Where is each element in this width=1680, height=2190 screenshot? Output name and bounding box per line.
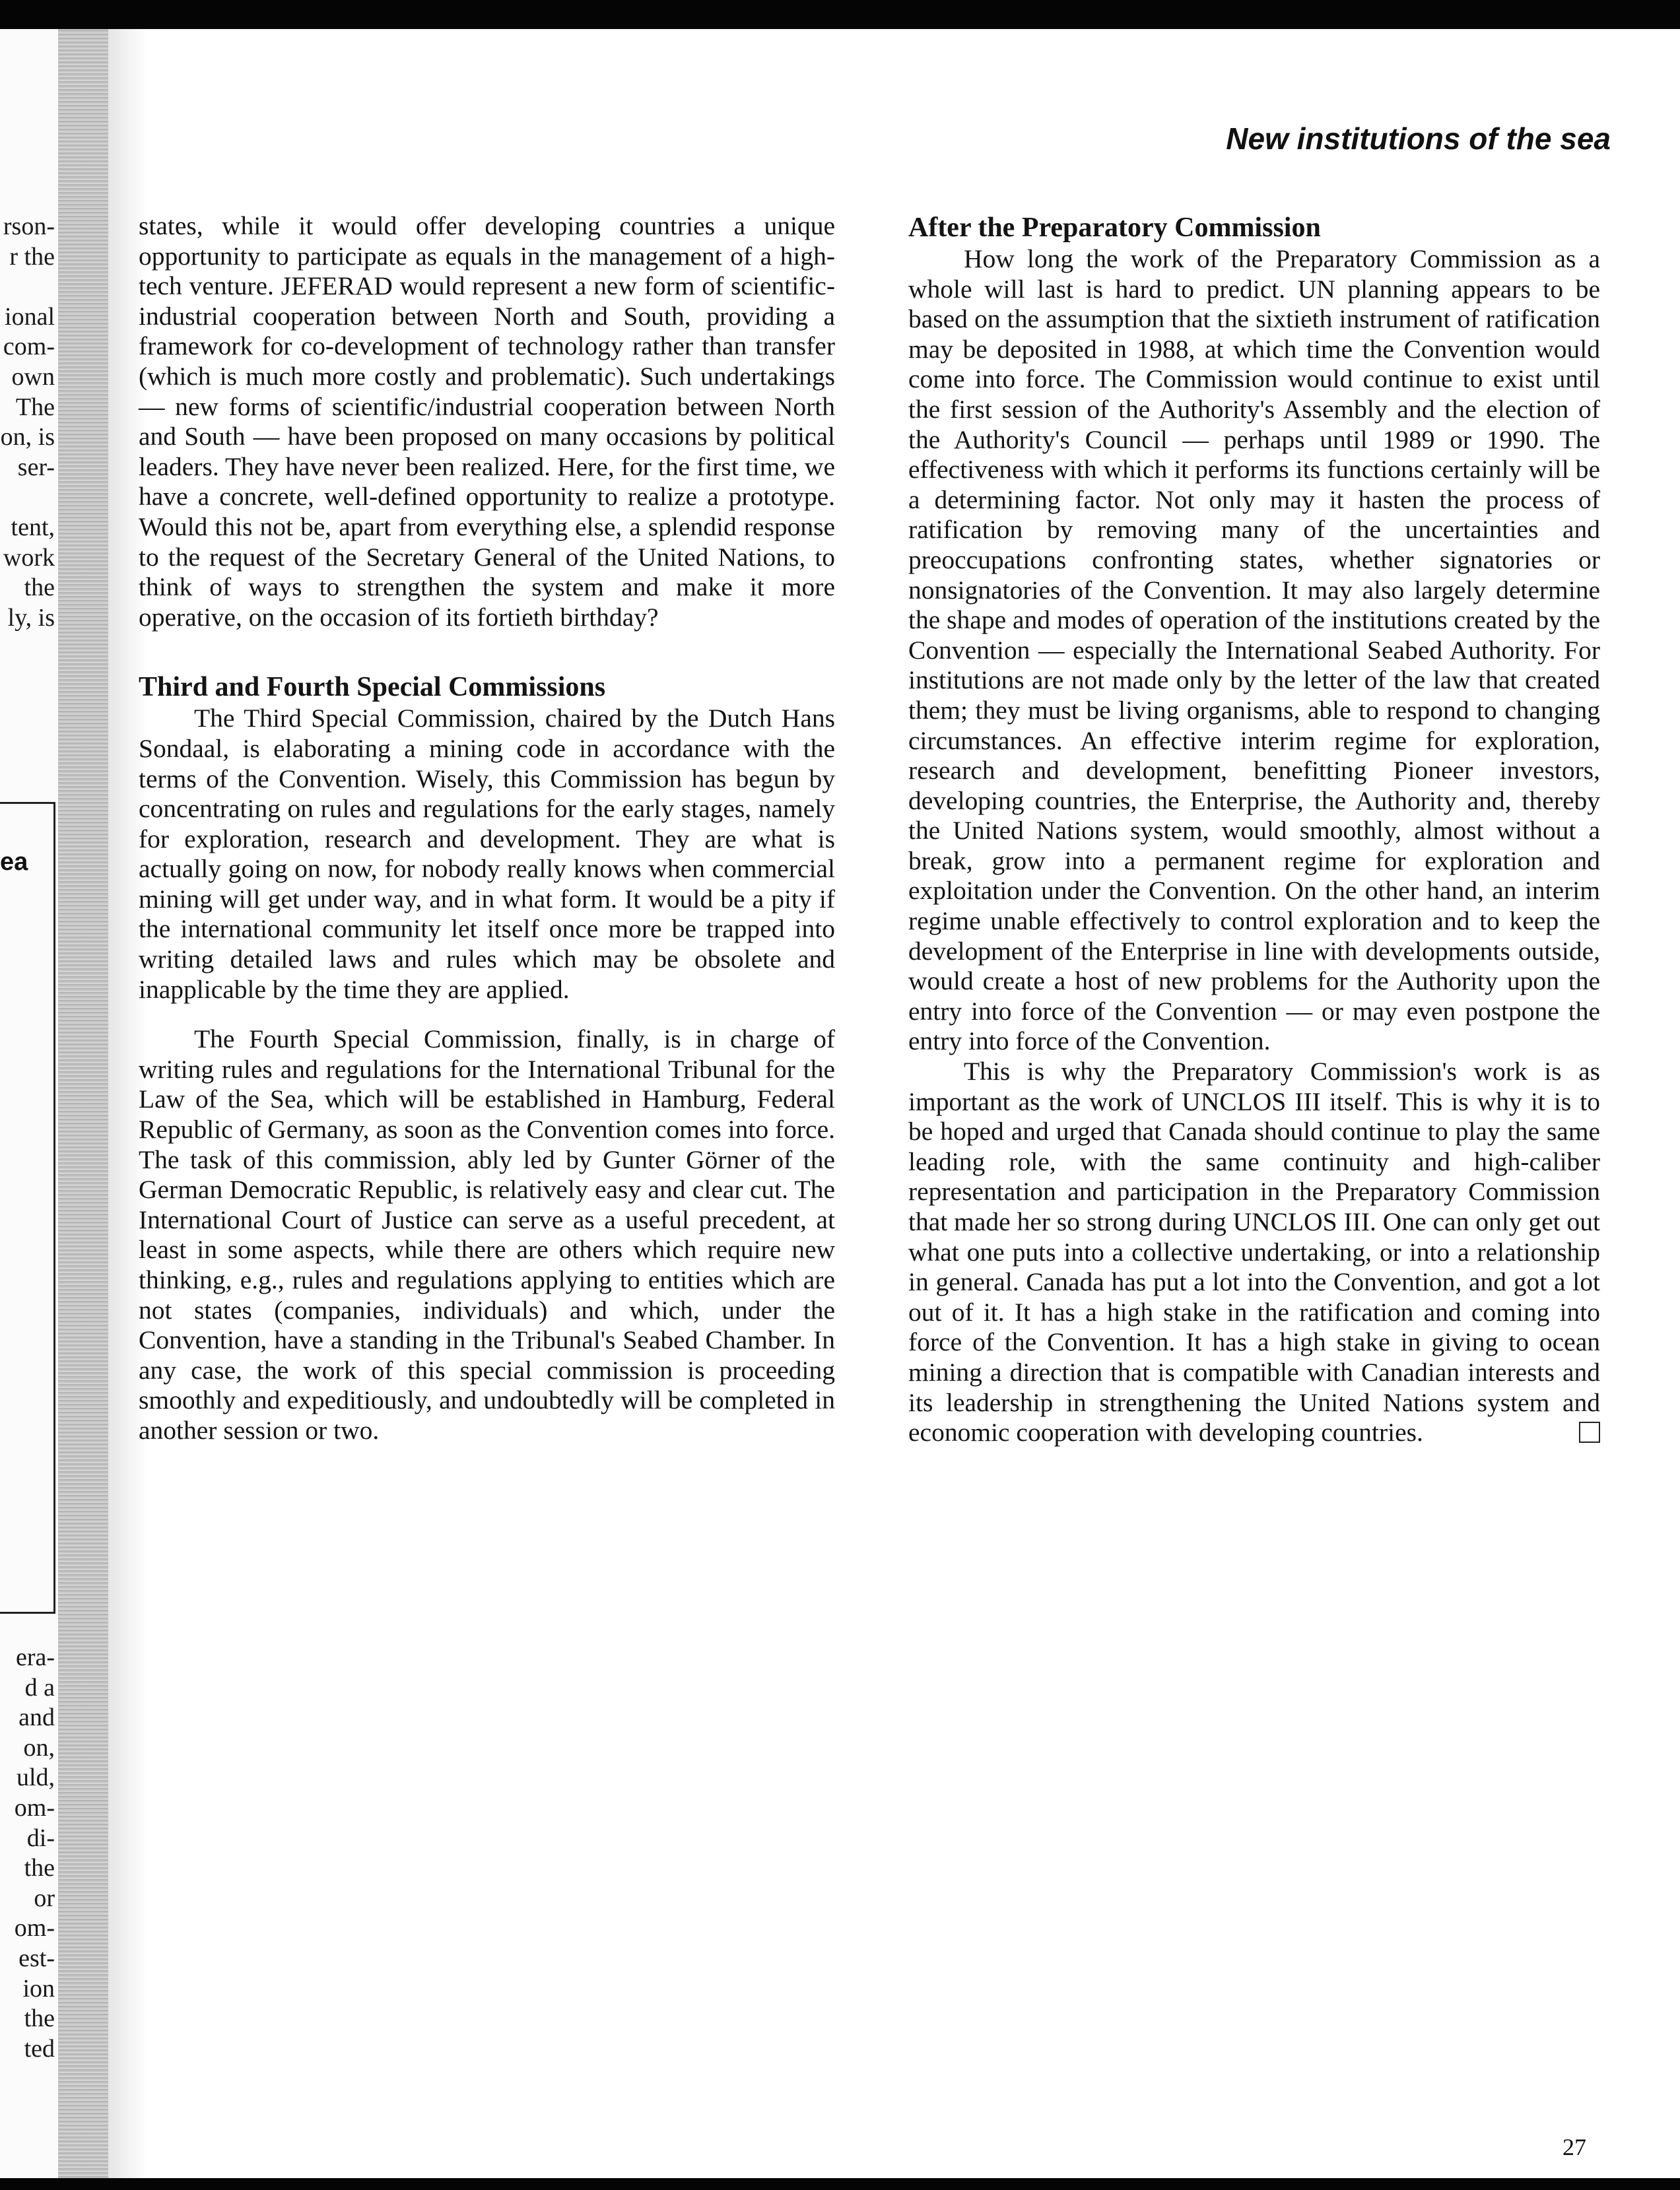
prev-fragment-lower-11: ion	[22, 1974, 55, 2003]
scan-bottom-border	[0, 2178, 1680, 2190]
prev-fragment-lower-9: om-	[14, 1914, 55, 1942]
prev-fragment-upper-8: ser-	[17, 453, 55, 481]
prev-fragment-upper-6: The	[15, 393, 55, 421]
right-paragraph-2-text: This is why the Preparatory Commission's work is as important as the work of UNCLOS III itself. This is why it is to be hoped and urged that Canada should continue to play the same leading role, with the same continuity and high-caliber representation and participation in the Preparatory Commission that made her so strong during UNCLOS III. One can only get out what one puts into a collective undertaking, or into a relationship in general. Canada has put a lot into the Convention, and got a lot out of it. It has a high stake in the ratification and coming into force of the Convention. It has a high stake in giving to ocean mining a direction that is compatible with Canadian interests and its leadership in strengthening the United Nations system and economic cooperation with developing countries.	[908, 1057, 1600, 1447]
prev-fragment-lower-12: the	[24, 2005, 55, 2033]
prev-fragment-lower-0: era-	[15, 1643, 55, 1671]
prev-fragment-upper-0: rson-	[3, 213, 55, 240]
prev-fragment-lower-7: the	[24, 1854, 55, 1882]
previous-page-box-label: ea	[0, 848, 28, 876]
prev-fragment-lower-8: or	[34, 1884, 55, 1912]
section-heading-third-fourth: Third and Fourth Special Commissions	[139, 672, 606, 703]
prev-fragment-upper-1: r the	[9, 242, 55, 271]
prev-fragment-upper-7: on, is	[0, 423, 55, 451]
prev-fragment-upper-3: ional	[5, 302, 55, 331]
prev-fragment-lower-3: on,	[23, 1733, 55, 1762]
prev-fragment-upper-13: ly, is	[7, 603, 55, 632]
page-number: 27	[1562, 2134, 1586, 2160]
left-paragraph-2: The Third Special Commission, chaired by the Dutch Hans Sondaal, is elaborating a mining code in accordance with the terms of the Convention. Wisely, this Commission has begun by concentrating on rules and regulations for the early stages, namely for exploration, research and development. They are what is actually going on now, for nobody really knows when commercial mining will get under way, and in what form. It would be a pity if the international community let itself once more be trapped into writing detailed laws and rules which may be obsolete and inapplicable by the time they are applied.	[139, 704, 835, 1004]
left-paragraph-3: The Fourth Special Commission, finally, is in charge of writing rules and regulations for the International Tribunal for the Law of the Sea, which will be established in Hamburg, Federal Republic of Germany, as soon as the Convention comes into force. The task of this commission, ably led by Gunter Görner of the German Democratic Republic, is relatively easy and clear cut. The International Court of Justice can serve as a useful precedent, at least in some aspects, while there are others which require new thinking, e.g., rules and regulations applying to entities which are not states (companies, individuals) and which, under the Convention, have a standing in the Tribunal's Seabed Chamber. In any case, the work of this special commission is proceeding smoothly and expeditiously, and undoubtedly will be completed in another session or two.	[139, 1024, 835, 1445]
prev-fragment-lower-13: ted	[24, 2034, 55, 2063]
right-paragraph-2	[908, 1057, 1600, 1448]
section-heading-after-prepcom: After the Preparatory Commission	[908, 213, 1321, 243]
running-head: New institutions of the sea	[1226, 121, 1611, 156]
prev-fragment-upper-5: own	[11, 363, 55, 391]
prev-fragment-upper-11: work	[3, 543, 55, 572]
left-paragraph-1: states, while it would offer developing countries a unique opportunity to participate as equals in the management of a high-tech venture. JEFERAD would represent a new form of scientific-industrial cooperation between North and South, providing a framework for co-development of technology rather than transfer (which is much more costly and problematic). Such undertakings — new forms of scientific/industrial cooperation between North and South — have been proposed on many occasions by political leaders. They have never been realized. Here, for the first time, we have a concrete, well-defined opportunity to realize a prototype. Would this not be, apart from everything else, a splendid response to the request of the Secretary General of the United Nations, to think of ways to strengthen the system and make it more operative, on the occasion of its fortieth birthday?	[139, 211, 835, 632]
left-column	[139, 211, 835, 1446]
prev-fragment-lower-1: d a	[24, 1673, 55, 1702]
prev-fragment-lower-2: and	[18, 1704, 55, 1732]
prev-fragment-lower-10: est-	[18, 1944, 55, 1972]
scan-top-border	[0, 0, 1680, 29]
previous-page-sidebar-box	[0, 802, 55, 1614]
right-paragraph-1: How long the work of the Preparatory Commission as a whole will last is hard to predict. UN planning appears to be based on the assumption that the sixtieth instrument of ratification may be deposited in 1988, at which time the Convention would come into force. The Commission would continue to exist until the first session of the Authority's Assembly and the election of the Authority's Council — perhaps until 1989 or 1990. The effectiveness with which it performs its functions certainly will be a determining factor. Not only may it hasten the process of ratification by removing many of the uncertainties and preoccupations confronting states, whether signatories or nonsignatories of the Convention. It may also largely determine the shape and modes of operation of the institutions created by the Convention — especially the International Seabed Authority. For institutions are not made only by the letter of the law that created them; they must be living organisms, able to respond to changing circumstances. An effective interim regime for exploration, research and development, benefitting Pioneer investors, developing countries, the Enterprise, the Authority and, thereby the United Nations system, would smoothly, almost without a break, grow into a permanent regime for exploration and exploitation under the Convention. On the other hand, an interim regime unable effectively to control exploration and to keep the development of the Enterprise in line with developments outside, would create a host of new problems for the Authority upon the entry into force of the Convention — or may even postpone the entry into force of the Convention.	[908, 244, 1600, 1056]
prev-fragment-lower-4: uld,	[16, 1764, 55, 1792]
right-column	[908, 211, 1600, 1448]
prev-fragment-upper-10: tent,	[11, 514, 55, 541]
prev-fragment-lower-6: di-	[26, 1824, 55, 1852]
binding-gutter	[58, 29, 108, 2178]
end-of-article-mark	[1579, 1422, 1600, 1443]
prev-fragment-lower-5: om-	[14, 1794, 55, 1822]
prev-fragment-upper-4: com-	[3, 333, 55, 361]
prev-fragment-upper-12: the	[24, 574, 55, 602]
